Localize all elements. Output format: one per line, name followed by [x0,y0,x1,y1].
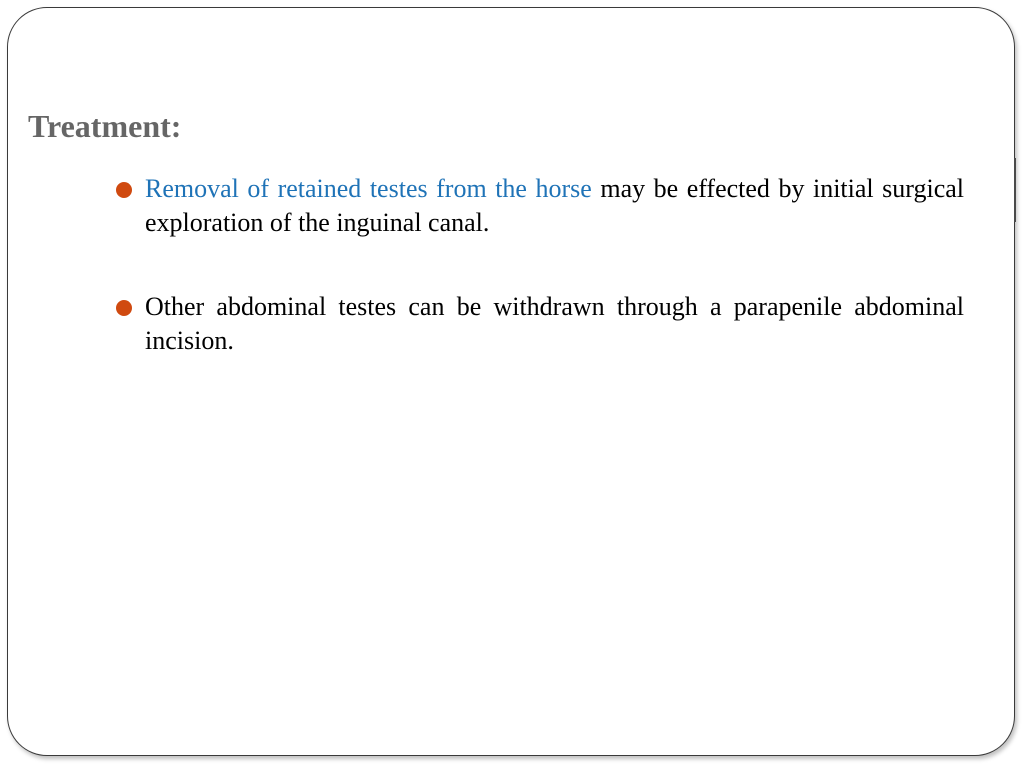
bullet-item-2 [114,290,964,358]
bullet-text: may be effected by initial surgical exploration of the inguinal canal. [145,174,965,237]
bullet-item-1 [114,172,964,240]
frame-accent-line [1014,158,1016,222]
slide-title: Treatment: [28,108,182,144]
highlighted-text: Removal of retained testes from the horse [145,174,592,203]
slide-frame [7,7,1015,756]
bullet-dot-icon [116,182,132,198]
bullet-list [114,172,964,408]
bullet-text: Other abdominal testes can be withdrawn through a parapenile abdominal incision. [145,292,964,355]
bullet-dot-icon [116,300,132,316]
